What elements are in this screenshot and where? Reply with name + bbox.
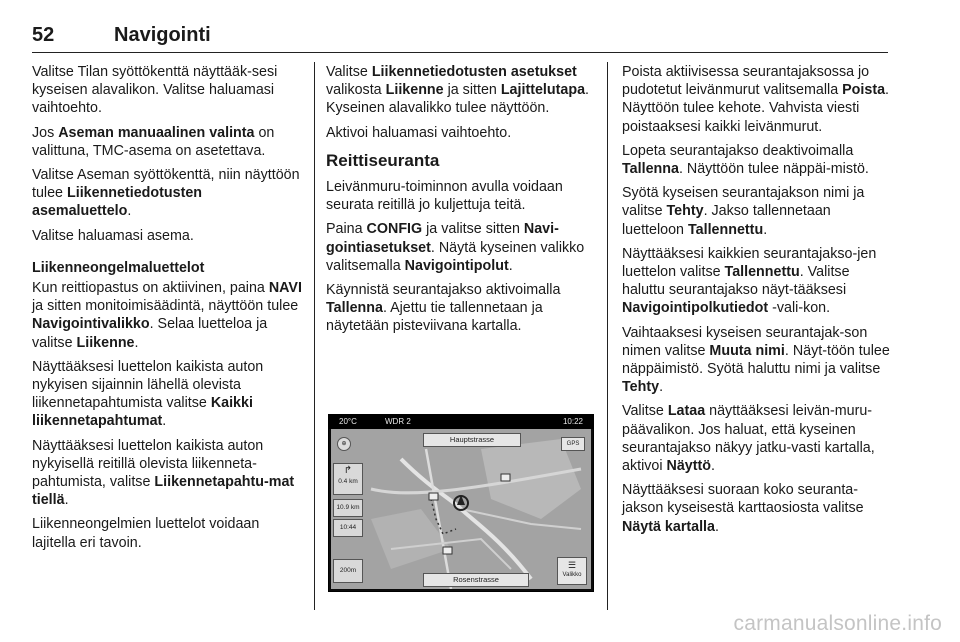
column-divider	[314, 62, 315, 610]
paragraph: Lopeta seurantajakso deaktivoimalla Tallenna. Näyttöön tulee näppäi-mistö.	[622, 142, 869, 178]
next-turn-distance: 0.4 km	[338, 478, 358, 485]
paragraph: Jos Aseman manuaalinen valinta on valittuna, TMC-asema on asetettava.	[32, 124, 275, 159]
paragraph: Näyttääksesi luettelon kaikista auton nykyisellä reitillä olevista liikenneta-pahtumista, valitse Liikennetapahtu-mat tiellä.	[32, 437, 295, 509]
turn-panel	[333, 463, 363, 495]
subheading-traffic-lists: Liikenneongelmaluettelot	[32, 259, 205, 276]
paragraph: Valitse Lataa näyttääksesi leivän-muru-päävalikon. Jos haluat, että kyseinen seurantajakso näkyy jatku-vasti kartalla, aktivoi Näyttö.	[622, 403, 875, 475]
paragraph: Kun reittiopastus on aktiivinen, paina NAVI ja sitten monitoimisäädintä, näyttöön tulee Navigointivalikko. Selaa luetteloa ja valitse Liikenne.	[32, 280, 302, 351]
menu-icon: ☰	[567, 560, 577, 570]
clock: 10:22	[562, 417, 583, 426]
paragraph: Poista aktiivisessa seurantajaksossa jo pudotetut leivänmurut valitsemalla Poista. Näyttöön tulee kehote. Vahvista viesti poistaaksesi kaikki leivänmurut.	[622, 64, 890, 135]
paragraph: Valitse Tilan syöttökenttä näyttääk-sesi kyseisen alavalikon. Valitse haluamasi vaihtoehto.	[32, 64, 278, 117]
section-title-route-tracking: Reittiseuranta	[326, 150, 440, 170]
column-divider	[607, 62, 608, 610]
menu-button[interactable]: ☰ Valikko	[557, 557, 587, 585]
page-header	[32, 22, 888, 53]
next-street-label: Rosenstrasse	[423, 573, 529, 587]
map-view	[331, 429, 591, 589]
paragraph: Leivänmuru-toiminnon avulla voidaan seurata reitillä jo kuljettuja teitä.	[326, 179, 563, 214]
status-bar	[329, 415, 593, 429]
temperature: 20°C	[339, 417, 357, 426]
remaining-distance: 10.9 km	[333, 499, 363, 517]
current-street-label: Hauptstrasse	[423, 433, 521, 447]
page-title: Navigointi	[114, 24, 211, 46]
paragraph: Aktivoi haluamasi vaihtoehto.	[326, 124, 512, 141]
gps-button[interactable]: GPS	[561, 437, 585, 451]
radio-station: WDR 2	[385, 417, 411, 426]
column-3	[622, 63, 894, 542]
column-2	[326, 63, 598, 342]
paragraph: Valitse Liikennetiedotusten asetukset valikosta Liikenne ja sitten Lajittelutapa. Kyseinen alavalikko tulee näyttöön.	[326, 64, 590, 117]
paragraph: Vaihtaaksesi kyseisen seurantajak-son nimen valitse Muuta nimi. Näyt-töön tulee näppäimistö. Syötä haluttu nimi ja valitse Tehty.	[622, 324, 890, 396]
column-1	[32, 63, 304, 558]
paragraph: Liikenneongelmien luettelot voidaan lajitella eri tavoin.	[32, 516, 260, 551]
paragraph: Näyttääksesi suoraan koko seuranta-jakson kyseisestä karttaosiosta valitse Näytä kartalla.	[622, 482, 864, 535]
watermark: carmanualsonline.info	[733, 612, 942, 635]
page-number: 52	[32, 24, 55, 46]
arrival-time: 10:44	[333, 519, 363, 537]
map-roads	[331, 429, 591, 589]
paragraph: Käynnistä seurantajakso aktivoimalla Tallenna. Ajettu tie tallennetaan ja näytetään pisteviivana kartalla.	[326, 282, 561, 335]
paragraph: Paina CONFIG ja valitse sitten Navi-gointiasetukset. Näytä kyseinen valikko valitsemalla Navigointipolut.	[326, 221, 585, 274]
map-scale[interactable]: 200m	[333, 559, 363, 583]
navigation-screen-image	[328, 414, 594, 592]
compass-icon[interactable]: ⊕	[337, 437, 351, 451]
paragraph: Näyttääksesi luettelon kaikista auton nykyisen sijainnin lähellä olevista liikennetapahtumista valitse Kaikki liikennetapahtumat.	[32, 358, 264, 430]
paragraph: Näyttääksesi kaikkien seurantajakso-jen luettelon valitse Tallennettu. Valitse haluttu seurantajakso näyt-tääksesi Navigointipolkutiedot -vali-kon.	[622, 245, 877, 317]
paragraph: Valitse haluamasi asema.	[32, 227, 194, 244]
turn-arrow-icon: ↱	[343, 465, 353, 476]
paragraph: Syötä kyseisen seurantajakson nimi ja valitse Tehty. Jakso tallennetaan luetteloon Tallennettu.	[622, 185, 865, 238]
paragraph: Valitse Aseman syöttökenttä, niin näyttöön tulee Liikennetiedotusten asemaluettelo.	[32, 167, 300, 220]
